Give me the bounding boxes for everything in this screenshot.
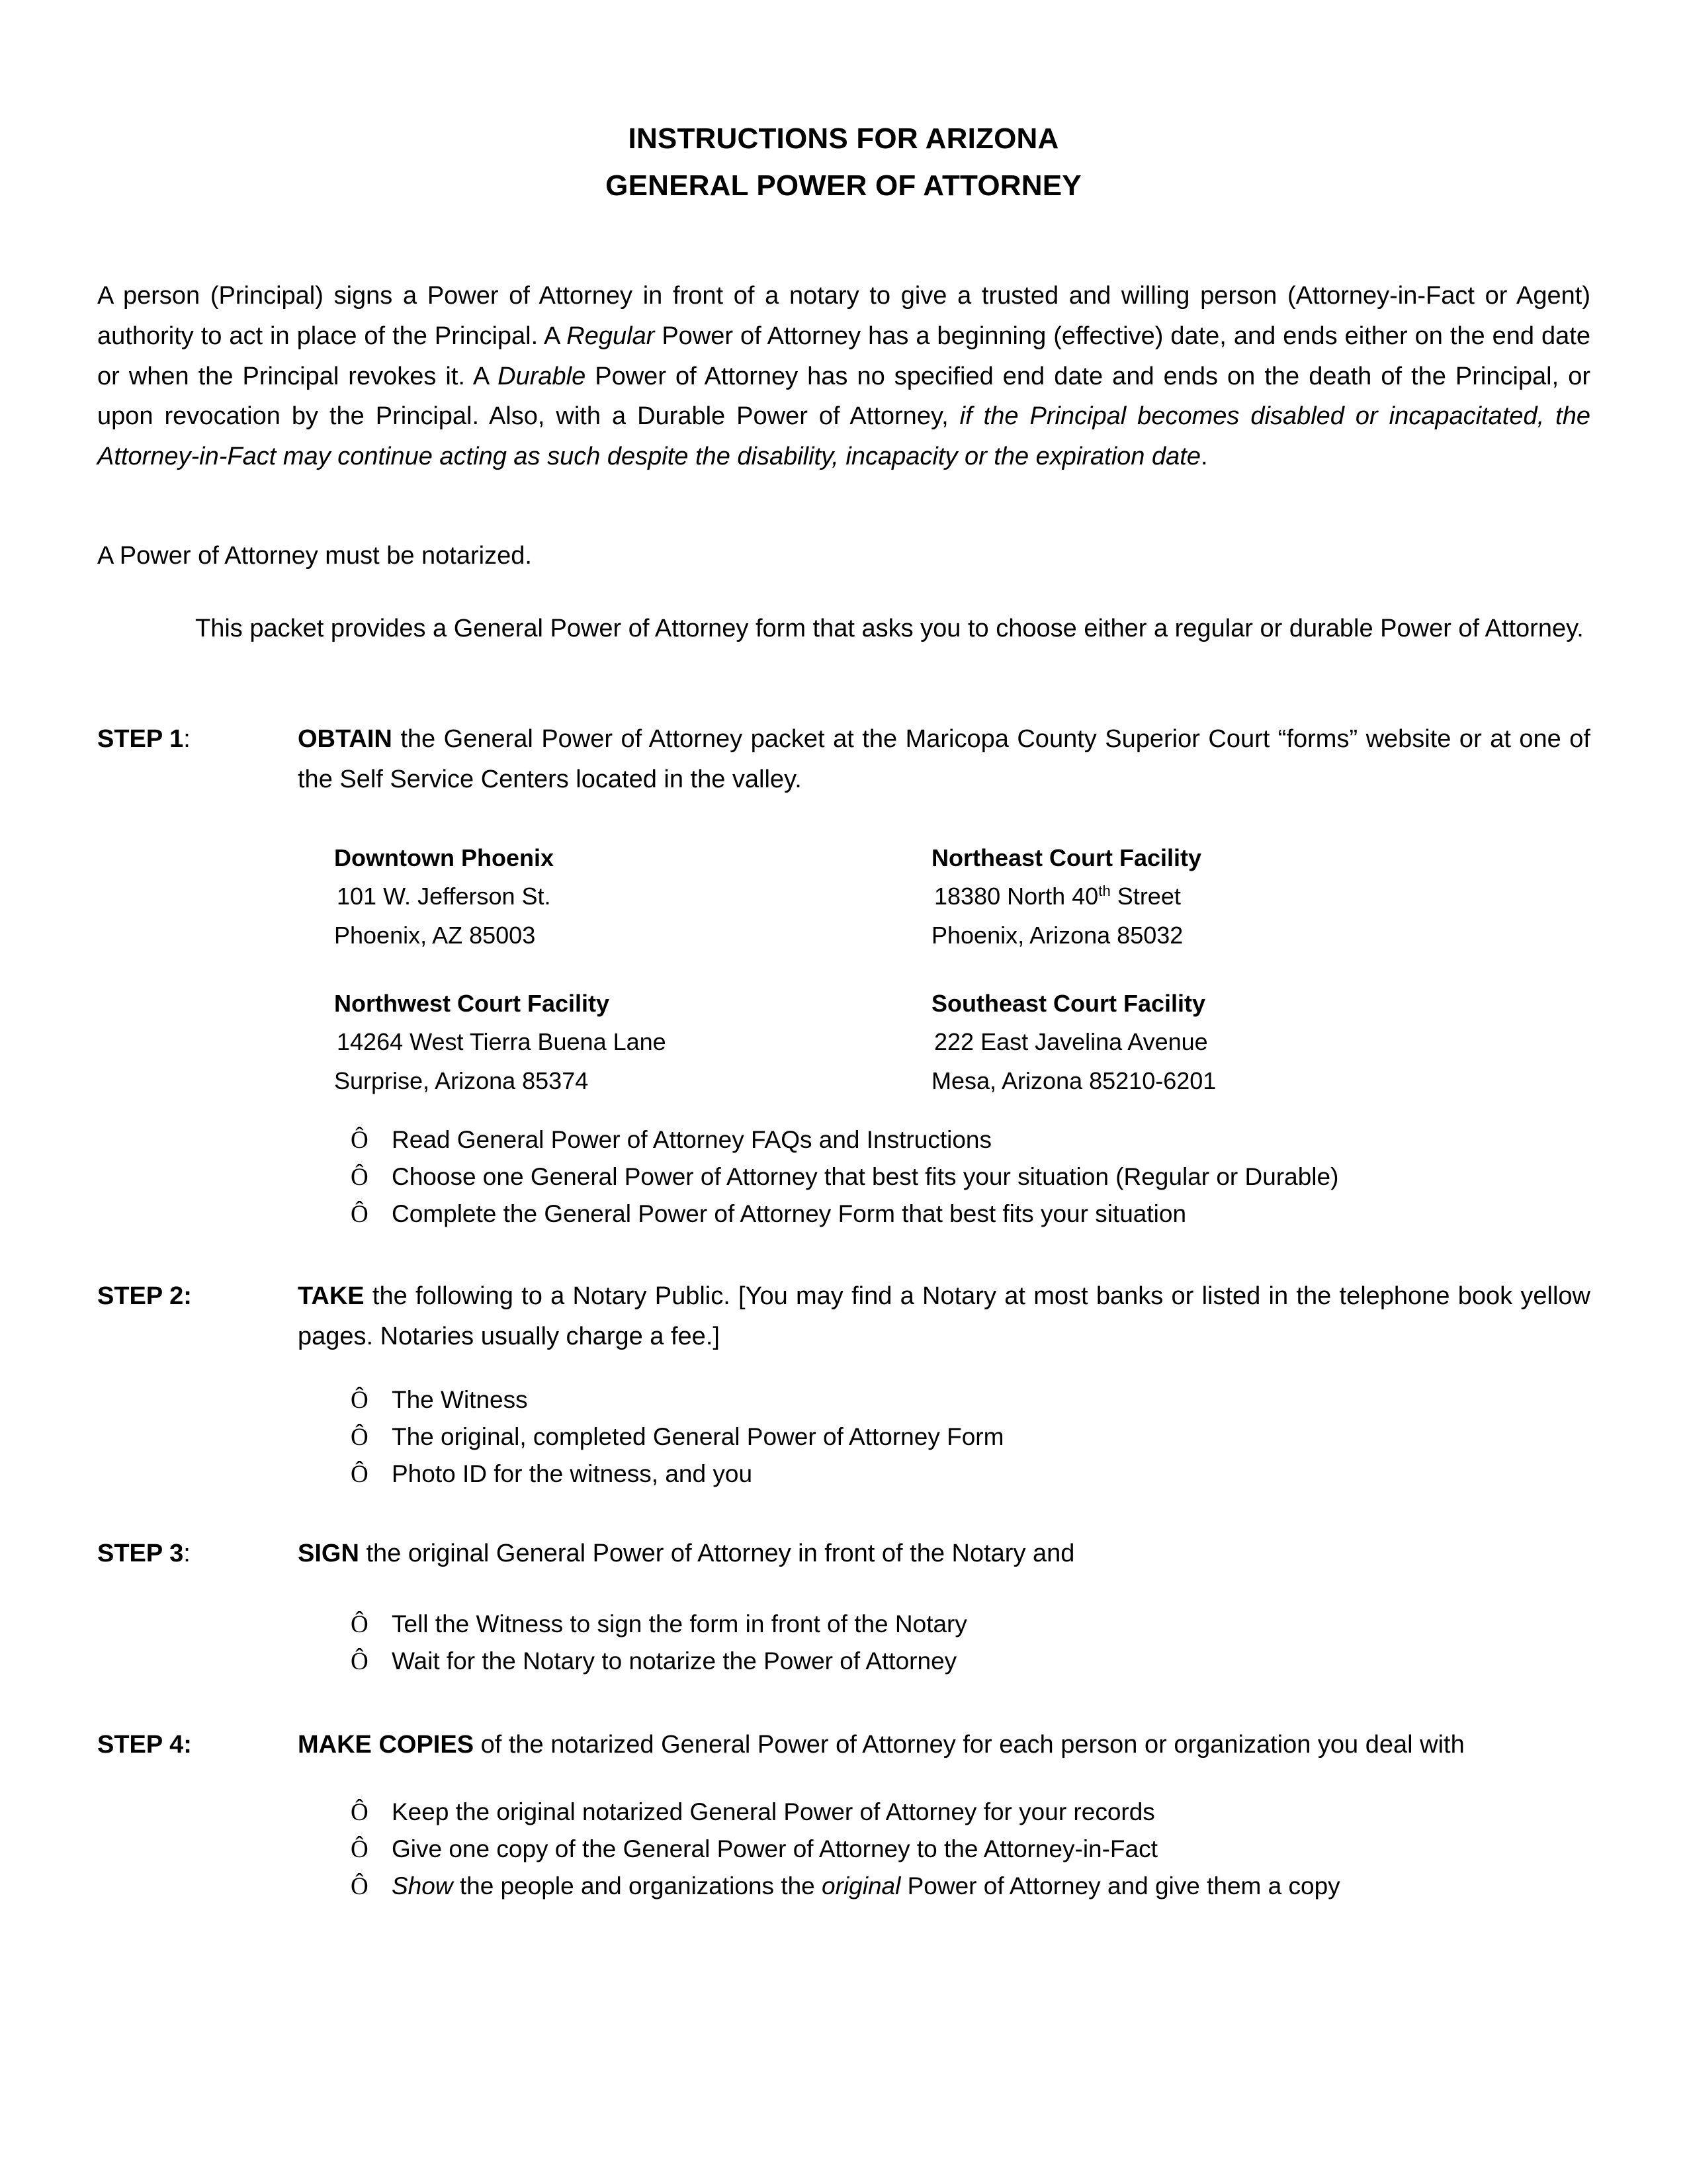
step-2-body-text: the following to a Notary Public. [You may find a Notary at most banks or listed in the telephone book yellow pages. Notaries usually charge a fee.] (298, 1282, 1590, 1350)
packet-description (195, 609, 1591, 649)
document-title-block (0, 121, 1687, 203)
list-item-label: The Witness (392, 1386, 528, 1413)
list-item-label: Complete the General Power of Attorney Form that best fits your situation (392, 1200, 1187, 1227)
step-4-label-colon: : (183, 1731, 192, 1759)
bullet-icon: Ô (351, 1611, 368, 1638)
step-4-lead-verb: MAKE COPIES (298, 1731, 474, 1759)
step-2-body (298, 1276, 1590, 1357)
step-4-label (97, 1725, 298, 1765)
list-item (351, 1874, 1340, 1899)
bullet-icon: Ô (351, 1424, 368, 1451)
address-street-text: 14264 West Tierra Buena Lane (337, 1028, 666, 1056)
step-1-body-text: the General Power of Attorney packet at the Maricopa County Superior Court “forms” website or at one of the Self Service Centers located in the valley. (298, 725, 1590, 793)
address-city-state-zip: Mesa, Arizona 85210-6201 (931, 1067, 1217, 1094)
page-title-line-1: INSTRUCTIONS FOR ARIZONA (628, 122, 1059, 155)
address-street (334, 877, 931, 916)
step-1-lead-verb: OBTAIN (298, 725, 392, 753)
list-item-label (392, 1874, 1340, 1898)
intro-segment-1: A person (Principal) signs a Power of Attorney in front of a notary to give a trusted and willing person (Attorney-in-Fact or Agent) authority to act in place of the Principal. A (97, 282, 1590, 350)
address-street-text: 101 W. Jefferson St. (337, 883, 551, 910)
step-1-bullet-list (351, 1127, 1338, 1227)
packet-description-text: This packet provides a General Power of Attorney form that asks you to choose either a regular or durable Power of Attorney. (195, 615, 1584, 642)
step-3-label-colon: : (183, 1540, 191, 1567)
step-2-bullet-list (351, 1387, 1004, 1487)
address-street (931, 877, 1529, 916)
step-3-label-text: STEP 3 (97, 1540, 184, 1567)
address-street-text: 222 East Javelina Avenue (934, 1028, 1208, 1056)
list-item (351, 1649, 967, 1674)
address-street-tail: Street (1110, 883, 1181, 910)
address-row-2 (334, 984, 1393, 1100)
address-street (931, 1023, 1529, 1061)
list-item-label: Keep the original notarized General Power of Attorney for your records (392, 1798, 1155, 1825)
step-3-row (97, 1534, 1590, 1574)
address-downtown-phoenix (334, 839, 931, 955)
list-item (351, 1837, 1340, 1862)
list-item (351, 1387, 1004, 1413)
step-2-label (97, 1276, 298, 1317)
step-3-body (298, 1534, 1590, 1574)
step-3-body-text: the original General Power of Attorney in front of the Notary and (359, 1540, 1075, 1567)
list-item-italic-show: Show (392, 1872, 453, 1900)
list-item-label: The original, completed General Power of Attorney Form (392, 1423, 1004, 1450)
intro-paragraph-text (97, 276, 1590, 477)
step-4-bullet-list (351, 1800, 1340, 1899)
bullet-icon: Ô (351, 1873, 368, 1900)
address-city-state-zip: Phoenix, AZ 85003 (334, 921, 536, 949)
address-row-1 (334, 839, 1393, 955)
self-service-center-addresses (334, 839, 1393, 1100)
address-name: Northwest Court Facility (334, 989, 610, 1017)
address-street-ordinal: th (1098, 883, 1111, 900)
bullet-icon: Ô (351, 1799, 368, 1826)
list-item (351, 1800, 1340, 1825)
notarization-note (97, 536, 1590, 576)
list-item (351, 1612, 967, 1637)
step-2-lead-verb: TAKE (298, 1282, 365, 1310)
intro-segment-4: . (1200, 443, 1208, 471)
list-item-mid: the people and organizations the (453, 1872, 822, 1900)
step-1-body (298, 719, 1590, 800)
step-1-label (97, 719, 298, 760)
notarization-note-text: A Power of Attorney must be notarized. (97, 542, 532, 570)
intro-italic-durable: Durable (497, 362, 586, 390)
step-4-label-text: STEP 4 (97, 1731, 184, 1759)
step-1-row (97, 719, 1590, 800)
bullet-icon: Ô (351, 1127, 368, 1154)
step-1-label-text: STEP 1 (97, 725, 184, 753)
address-name: Southeast Court Facility (931, 989, 1206, 1017)
list-item-label: Wait for the Notary to notarize the Power of Attorney (392, 1647, 957, 1675)
address-city-state-zip: Surprise, Arizona 85374 (334, 1067, 589, 1094)
list-item (351, 1462, 1004, 1487)
bullet-icon: Ô (351, 1387, 368, 1414)
list-item-tail: Power of Attorney and give them a copy (900, 1872, 1340, 1900)
address-name: Northeast Court Facility (931, 844, 1202, 871)
page-title-line-2: GENERAL POWER OF ATTORNEY (605, 169, 1082, 202)
address-city-state-zip: Phoenix, Arizona 85032 (931, 921, 1184, 949)
intro-segment-2: Power of Attorney has a beginning (effective) date, and ends either on the end date or when the Principal revokes it. A (97, 322, 1590, 390)
bullet-icon: Ô (351, 1836, 368, 1863)
list-item-label: Choose one General Power of Attorney that best fits your situation (Regular or Durable) (392, 1163, 1339, 1190)
list-item-label: Give one copy of the General Power of Attorney to the Attorney-in-Fact (392, 1835, 1158, 1862)
intro-paragraph (97, 276, 1590, 477)
bullet-icon: Ô (351, 1648, 368, 1675)
bullet-icon: Ô (351, 1461, 368, 1488)
address-name: Downtown Phoenix (334, 844, 554, 871)
intro-segment-3: Power of Attorney has no specified end date and ends on the death of the Principal, or upon revocation by the Principal. Also, with a Durable Power of Attorney, (97, 362, 1590, 431)
step-2-label-text: STEP 2 (97, 1282, 184, 1310)
list-item-italic-original: original (822, 1872, 901, 1900)
step-2-label-colon: : (183, 1282, 192, 1310)
step-4-row (97, 1725, 1590, 1765)
step-3-lead-verb: SIGN (298, 1540, 359, 1567)
step-3-bullet-list (351, 1612, 967, 1674)
list-item-label: Tell the Witness to sign the form in front of the Notary (392, 1610, 967, 1638)
intro-italic-durability-clause: if the Principal becomes disabled or incapacitated, the Attorney-in-Fact may continue acting as such despite the disability, incapacity or the expiration date (97, 402, 1590, 471)
bullet-icon: Ô (351, 1201, 368, 1228)
list-item (351, 1164, 1338, 1190)
step-2-row (97, 1276, 1590, 1357)
list-item-label: Read General Power of Attorney FAQs and Instructions (392, 1126, 992, 1153)
bullet-icon: Ô (351, 1164, 368, 1191)
address-northwest-court-facility (334, 984, 931, 1100)
step-4-body-text: of the notarized General Power of Attorney for each person or organization you deal with (474, 1731, 1465, 1759)
address-southeast-court-facility (931, 984, 1529, 1100)
address-northeast-court-facility (931, 839, 1529, 955)
step-3-label (97, 1534, 298, 1574)
step-1-label-colon: : (183, 725, 191, 753)
intro-italic-regular: Regular (566, 322, 655, 350)
step-4-body (298, 1725, 1590, 1765)
list-item (351, 1201, 1338, 1227)
list-item-label: Photo ID for the witness, and you (392, 1460, 753, 1487)
list-item (351, 1127, 1338, 1153)
list-item (351, 1424, 1004, 1450)
address-street-text: 18380 North 40 (934, 883, 1099, 910)
address-street (334, 1023, 931, 1061)
